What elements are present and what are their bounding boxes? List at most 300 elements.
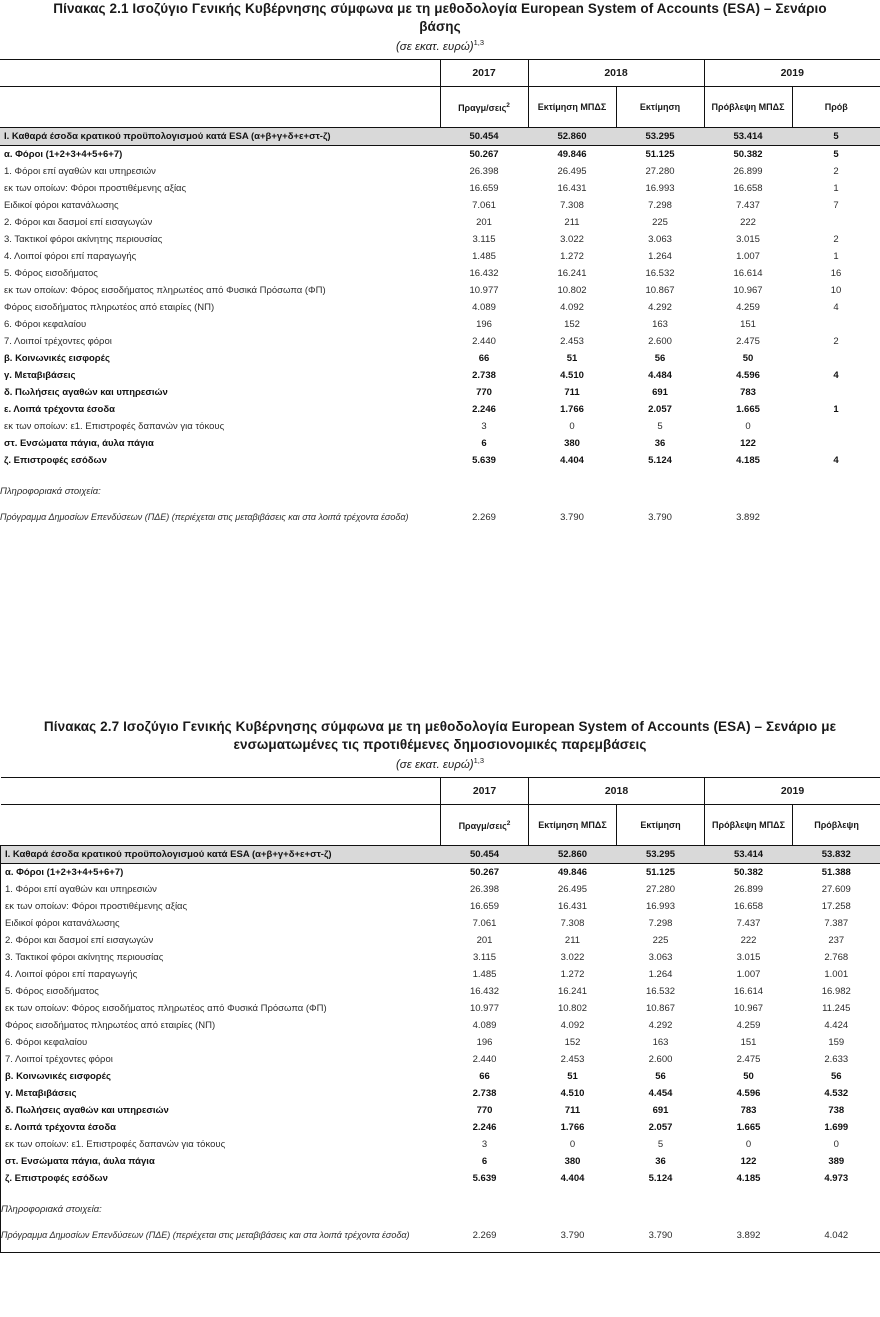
row-value: 2 xyxy=(833,166,839,178)
row-value: 7.308 xyxy=(560,918,585,930)
footnote-value: 3.790 xyxy=(648,511,672,523)
row-label: εκ των οποίων: ε1. Επιστροφές δαπανών για τόκους xyxy=(1,1136,441,1153)
row-value: 4.292 xyxy=(648,1020,673,1032)
row-value: 26.899 xyxy=(733,166,763,178)
row-value: 4.596 xyxy=(736,1088,761,1100)
table-row xyxy=(0,282,880,299)
table-block-2-7 xyxy=(0,718,880,1253)
row-value: 222 xyxy=(740,935,757,947)
table-subtitle-text: (σε εκατ. ευρώ) xyxy=(395,759,474,772)
row-value: 211 xyxy=(564,217,580,229)
row-value: 151 xyxy=(740,319,756,331)
table-row xyxy=(1,949,880,966)
row-value: 36 xyxy=(655,1156,666,1168)
row-label: ζ. Επιστροφές εσόδων xyxy=(4,455,107,467)
row-value: 0 xyxy=(569,421,575,433)
row-value: 16.241 xyxy=(557,268,587,280)
row-label: Ειδικοί φόροι κατανάλωσης xyxy=(4,200,119,212)
table-row xyxy=(0,350,880,367)
row-value: 7.437 xyxy=(736,918,761,930)
row-value: 4.292 xyxy=(648,302,672,314)
table-subtitle xyxy=(0,756,880,771)
row-value: 1.007 xyxy=(736,969,761,981)
row-label: Φόρος εισοδήματος πληρωτέος από εταιρίες (ΝΠ) xyxy=(4,302,215,314)
row-value xyxy=(792,384,880,401)
row-label: 1. Φόροι επί αγαθών και υπηρεσιών xyxy=(1,881,441,898)
row-label: α. Φόροι (1+2+3+4+5+6+7) xyxy=(1,864,441,882)
table-row xyxy=(1,1119,880,1136)
row-value: 380 xyxy=(564,1156,581,1168)
row-value: 53.295 xyxy=(616,128,704,146)
data-table xyxy=(0,777,880,1253)
row-value: 1.001 xyxy=(793,966,880,983)
header-subcorner-cell xyxy=(1,805,441,846)
row-value: 1.264 xyxy=(648,251,672,263)
table-row xyxy=(0,146,880,164)
table-row xyxy=(0,197,880,214)
row-value: 738 xyxy=(793,1102,880,1119)
row-value: 2.057 xyxy=(648,404,672,416)
row-value: 16.532 xyxy=(645,268,675,280)
row-value: 4.532 xyxy=(793,1085,880,1102)
row-value: 1 xyxy=(833,404,839,416)
row-value: 4.092 xyxy=(560,1020,585,1032)
row-value: 5 xyxy=(792,128,880,146)
row-value: 16.532 xyxy=(645,986,676,998)
footnote-value: 4.042 xyxy=(793,1218,880,1252)
header-col-actuals xyxy=(441,805,529,846)
row-value: 53.414 xyxy=(704,128,792,146)
row-label: στ. Ενσώματα πάγια, άυλα πάγια xyxy=(1,1153,441,1170)
row-value: 51.125 xyxy=(645,867,676,879)
row-value: 7.298 xyxy=(648,918,673,930)
row-value: 163 xyxy=(652,1037,669,1049)
row-value: 4 xyxy=(833,370,839,382)
row-value: 5 xyxy=(657,421,663,433)
row-value: 2.475 xyxy=(736,336,760,348)
row-value: 2.453 xyxy=(560,1054,585,1066)
row-value: 389 xyxy=(793,1153,880,1170)
table-row xyxy=(0,333,880,350)
header-col-actuals-superscript: 2 xyxy=(506,101,510,109)
row-label: β. Κοινωνικές εισφορές xyxy=(4,353,110,365)
row-value: 1.007 xyxy=(736,251,760,263)
table-row xyxy=(1,1034,880,1051)
row-value: 1.665 xyxy=(736,1122,761,1134)
header-col-actuals-superscript: 2 xyxy=(506,819,511,827)
row-value: 2.440 xyxy=(472,1054,497,1066)
header-col-estimate-mpds-2018: Εκτίμηση ΜΠΔΣ xyxy=(528,87,616,128)
footnote-heading-row xyxy=(1,1201,880,1218)
row-value: 4.424 xyxy=(793,1017,880,1034)
row-value: 16.432 xyxy=(469,268,499,280)
header-col-actuals-label: Πραγμ/σεις xyxy=(458,102,507,113)
row-value: 10 xyxy=(830,285,842,297)
table-row xyxy=(0,435,880,452)
row-value: 16 xyxy=(830,268,842,280)
row-value: 196 xyxy=(476,1037,493,1049)
row-value: 66 xyxy=(479,1071,490,1083)
row-value: 4.973 xyxy=(793,1170,880,1187)
row-value: 16.658 xyxy=(733,183,763,195)
header-corner-cell xyxy=(1,778,441,805)
table-title: Πίνακας 2.1 Ισοζύγιο Γενικής Κυβέρνησης σύμφωνα με τη μεθοδολογία European System of Accounts (ESA) – Σενάριο βάσης xyxy=(53,1,827,35)
table-row xyxy=(0,231,880,248)
row-label: εκ των οποίων: Φόροι προστιθέμενης αξίας xyxy=(4,183,187,195)
row-value: 7 xyxy=(833,200,839,212)
row-label: Ειδικοί φόροι κατανάλωσης xyxy=(1,915,441,932)
row-value: 50.382 xyxy=(733,149,763,161)
row-value: 152 xyxy=(564,1037,581,1049)
table-row xyxy=(1,1153,880,1170)
row-value: 53.414 xyxy=(705,846,793,864)
table-row xyxy=(0,367,880,384)
row-value: 4.596 xyxy=(736,370,760,382)
header-col-forecast-2019: Πρόβλεψη xyxy=(793,805,880,846)
row-value: 4.404 xyxy=(560,1173,585,1185)
row-value: 16.241 xyxy=(557,986,588,998)
row-value: 10.802 xyxy=(557,285,587,297)
row-value: 16.993 xyxy=(645,901,676,913)
row-value: 2.246 xyxy=(472,1122,497,1134)
row-value: 196 xyxy=(476,319,492,331)
table-title: Πίνακας 2.7 Ισοζύγιο Γενικής Κυβέρνησης σύμφωνα με τη μεθοδολογία European System of Accounts (ESA) – Σενάριο με ενσωματωμένες τις προτιθέμενες δημοσιονομικές παρεμβάσεις xyxy=(43,719,837,753)
row-value xyxy=(792,435,880,452)
table-subtitle xyxy=(0,38,880,53)
row-value: 0 xyxy=(569,1139,576,1151)
row-label: 3. Τακτικοί φόροι ακίνητης περιουσίας xyxy=(4,234,163,246)
row-label: εκ των οποίων: Φόροι προστιθέμενης αξίας xyxy=(1,898,441,915)
footnote-row xyxy=(0,500,880,534)
row-value: 53.832 xyxy=(793,846,880,864)
row-label: Ι. Καθαρά έσοδα κρατικού προϋπολογισμού κατά ESA (α+β+γ+δ+ε+στ-ζ) xyxy=(0,128,440,146)
row-value: 5 xyxy=(833,149,839,161)
row-label: δ. Πωλήσεις αγαθών και υπηρεσιών xyxy=(4,387,168,399)
header-col-forecast-2019: Πρόβ xyxy=(792,87,880,128)
row-value: 4.259 xyxy=(736,302,760,314)
row-value: 770 xyxy=(476,387,492,399)
row-label: 2. Φόροι και δασμοί επί εισαγωγών xyxy=(1,932,441,949)
row-value: 0 xyxy=(793,1136,880,1153)
row-label: γ. Μεταβιβάσεις xyxy=(4,370,76,382)
row-value xyxy=(792,214,880,231)
row-value: 50 xyxy=(742,353,754,365)
row-value: 50.382 xyxy=(733,867,764,879)
table-header xyxy=(1,778,880,846)
row-value: 11.245 xyxy=(793,1000,880,1017)
row-value: 3 xyxy=(481,1139,488,1151)
row-value: 4.404 xyxy=(560,455,584,467)
row-value: 222 xyxy=(740,217,756,229)
row-label: 5. Φόρος εισοδήματος xyxy=(1,983,441,1000)
row-value: 1.272 xyxy=(560,969,585,981)
footnote-value: 3.892 xyxy=(736,511,760,523)
header-row-years xyxy=(0,60,880,87)
header-col-actuals-label: Πραγμ/σεις xyxy=(458,820,507,831)
row-value: 50.454 xyxy=(440,128,528,146)
row-value: 3 xyxy=(481,421,487,433)
row-value: 16.659 xyxy=(469,901,500,913)
row-value: 50.267 xyxy=(469,867,500,879)
table-row xyxy=(1,1170,880,1187)
row-value: 10.867 xyxy=(645,1003,676,1015)
table-row xyxy=(0,180,880,197)
row-value: 1.264 xyxy=(648,969,673,981)
row-value: 159 xyxy=(793,1034,880,1051)
row-value: 1.665 xyxy=(736,404,760,416)
row-value: 51 xyxy=(566,353,578,365)
row-value: 0 xyxy=(745,421,751,433)
table-row xyxy=(0,401,880,418)
footnote-value: 3.790 xyxy=(560,511,584,523)
header-year-2017: 2017 xyxy=(440,60,528,87)
row-label: 7. Λοιποί τρέχοντες φόροι xyxy=(1,1051,441,1068)
table-row xyxy=(1,846,880,864)
row-value: 3.022 xyxy=(560,952,585,964)
table-row xyxy=(1,1000,880,1017)
row-value: 2.453 xyxy=(560,336,584,348)
row-label: 3. Τακτικοί φόροι ακίνητης περιουσίας xyxy=(1,949,441,966)
table-subtitle-text: (σε εκατ. ευρώ) xyxy=(395,41,474,54)
row-value: 3.022 xyxy=(560,234,584,246)
row-value: 56 xyxy=(654,353,666,365)
row-value: 7.061 xyxy=(472,918,497,930)
footnote-value: 2.269 xyxy=(472,511,496,523)
table-row xyxy=(0,214,880,231)
table-row xyxy=(0,384,880,401)
row-value: 2.600 xyxy=(648,336,672,348)
row-label: α. Φόροι (1+2+3+4+5+6+7) xyxy=(4,149,123,161)
header-row-subcolumns xyxy=(1,805,880,846)
row-value xyxy=(792,316,880,333)
footnote-value: 3.790 xyxy=(648,1229,673,1241)
row-value: 27.609 xyxy=(793,881,880,898)
table-row xyxy=(1,983,880,1000)
table-row xyxy=(1,1136,880,1153)
row-value: 16.431 xyxy=(557,901,588,913)
footnote-value: 3.790 xyxy=(560,1229,585,1241)
table-row xyxy=(0,265,880,282)
row-value: 51.125 xyxy=(645,149,675,161)
row-value: 27.280 xyxy=(645,166,675,178)
row-value: 2 xyxy=(833,234,839,246)
row-value: 4 xyxy=(833,302,839,314)
table-row xyxy=(0,163,880,180)
row-value: 10.977 xyxy=(469,1003,500,1015)
row-value: 4.089 xyxy=(472,1020,497,1032)
row-value: 2.738 xyxy=(472,1088,497,1100)
header-year-2017: 2017 xyxy=(441,778,529,805)
row-label: εκ των οποίων: Φόρος εισοδήματος πληρωτέος από Φυσικά Πρόσωπα (ΦΠ) xyxy=(1,1000,441,1017)
row-value: 4.510 xyxy=(560,370,584,382)
row-value: 691 xyxy=(652,1105,669,1117)
row-value: 163 xyxy=(652,319,668,331)
row-value: 50 xyxy=(743,1071,754,1083)
row-value: 2.475 xyxy=(736,1054,761,1066)
row-value: 4.185 xyxy=(736,455,760,467)
header-col-estimate-2018: Εκτίμηση xyxy=(617,805,705,846)
row-value: 6 xyxy=(481,438,487,450)
row-value: 1.766 xyxy=(560,404,584,416)
footnote-row xyxy=(1,1218,880,1252)
row-label: δ. Πωλήσεις αγαθών και υπηρεσιών xyxy=(1,1102,441,1119)
table-row xyxy=(0,299,880,316)
row-value: 5 xyxy=(657,1139,664,1151)
row-value: 711 xyxy=(564,1105,581,1117)
row-value: 4.092 xyxy=(560,302,584,314)
row-value: 52.860 xyxy=(529,846,617,864)
row-value: 4.259 xyxy=(736,1020,761,1032)
row-value: 10.867 xyxy=(645,285,675,297)
row-label: 5. Φόρος εισοδήματος xyxy=(4,268,98,280)
row-value: 1.766 xyxy=(560,1122,585,1134)
row-value: 10.802 xyxy=(557,1003,588,1015)
header-row-years xyxy=(1,778,880,805)
row-value: 5.124 xyxy=(648,455,672,467)
footnote-value: 3.892 xyxy=(736,1229,761,1241)
table-row xyxy=(0,128,880,146)
row-value xyxy=(792,350,880,367)
row-value: 1 xyxy=(833,183,839,195)
row-value: 122 xyxy=(740,1156,757,1168)
row-value: 56 xyxy=(793,1068,880,1085)
row-value: 10.967 xyxy=(733,1003,764,1015)
table-body xyxy=(0,128,880,535)
row-value: 17.258 xyxy=(793,898,880,915)
row-label: ε. Λοιπά τρέχοντα έσοδα xyxy=(4,404,115,416)
table-row xyxy=(1,1017,880,1034)
row-value: 3.063 xyxy=(648,952,673,964)
table-row xyxy=(1,966,880,983)
table-row xyxy=(1,932,880,949)
row-value: 16.658 xyxy=(733,901,764,913)
row-value: 1.485 xyxy=(472,251,496,263)
row-value: 4.484 xyxy=(648,370,672,382)
header-col-actuals xyxy=(440,87,528,128)
row-value: 2.246 xyxy=(472,404,496,416)
data-table xyxy=(0,59,880,534)
table-bottom-rule xyxy=(1,1252,880,1253)
table-row xyxy=(1,864,880,882)
row-label: γ. Μεταβιβάσεις xyxy=(1,1085,441,1102)
row-value: 3.115 xyxy=(472,952,497,964)
row-value: 0 xyxy=(745,1139,752,1151)
table-subtitle-superscript: 1,3 xyxy=(473,38,485,48)
row-value: 4 xyxy=(833,455,839,467)
row-value: 783 xyxy=(740,387,756,399)
table-row xyxy=(1,1085,880,1102)
header-year-2018: 2018 xyxy=(529,778,705,805)
table-row xyxy=(1,1068,880,1085)
row-value: 5.639 xyxy=(472,455,496,467)
row-value: 4.089 xyxy=(472,302,496,314)
row-value: 4.510 xyxy=(560,1088,585,1100)
row-value: 5.639 xyxy=(472,1173,497,1185)
row-value: 16.614 xyxy=(733,986,764,998)
header-col-estimate-2018: Εκτίμηση xyxy=(616,87,704,128)
row-label: 7. Λοιποί τρέχοντες φόροι xyxy=(4,336,112,348)
row-value: 122 xyxy=(740,438,756,450)
row-value: 53.295 xyxy=(617,846,705,864)
row-value: 26.495 xyxy=(557,166,587,178)
row-value: 16.432 xyxy=(469,986,500,998)
table-block-2-1 xyxy=(0,0,880,534)
row-value: 151 xyxy=(740,1037,757,1049)
row-value: 7.308 xyxy=(560,200,584,212)
row-value: 783 xyxy=(740,1105,757,1117)
header-row-subcolumns xyxy=(0,87,880,128)
table-row xyxy=(0,418,880,435)
table-header xyxy=(0,60,880,128)
table-row xyxy=(0,316,880,333)
row-value: 237 xyxy=(793,932,880,949)
row-value: 66 xyxy=(478,353,490,365)
row-value: 3.015 xyxy=(736,234,760,246)
row-value: 2.633 xyxy=(793,1051,880,1068)
row-value: 16.431 xyxy=(557,183,587,195)
row-label: Φόρος εισοδήματος πληρωτέος από εταιρίες (ΝΠ) xyxy=(1,1017,441,1034)
row-value: 2.768 xyxy=(793,949,880,966)
footnote-text: Πρόγραμμα Δημοσίων Επενδύσεων (ΠΔΕ) (περιέχεται στις μεταβιβάσεις και στα λοιπά τρέχοντα έσοδα) xyxy=(0,511,409,522)
row-label: 6. Φόροι κεφαλαίου xyxy=(1,1034,441,1051)
row-value: 36 xyxy=(654,438,666,450)
row-label: στ. Ενσώματα πάγια, άυλα πάγια xyxy=(4,438,154,450)
table-spacer-row xyxy=(0,469,880,483)
row-value: 27.280 xyxy=(645,884,676,896)
row-value: 211 xyxy=(564,935,581,947)
row-value: 3.115 xyxy=(472,234,496,246)
row-value: 152 xyxy=(564,319,580,331)
row-value: 2.738 xyxy=(472,370,496,382)
row-value: 51 xyxy=(567,1071,578,1083)
row-value: 49.846 xyxy=(557,867,588,879)
row-value: 50.267 xyxy=(469,149,499,161)
row-value: 4.454 xyxy=(648,1088,673,1100)
row-label: ζ. Επιστροφές εσόδων xyxy=(1,1170,441,1187)
row-value: 52.860 xyxy=(528,128,616,146)
row-label: 2. Φόροι και δασμοί επί εισαγωγών xyxy=(4,217,153,229)
row-value: 26.495 xyxy=(557,884,588,896)
footnote-text: Πρόγραμμα Δημοσίων Επενδύσεων (ΠΔΕ) (περιέχεται στις μεταβιβάσεις και στα λοιπά τρέχοντα έσοδα) xyxy=(1,1218,441,1252)
row-value: 16.982 xyxy=(793,983,880,1000)
row-label: εκ των οποίων: ε1. Επιστροφές δαπανών για τόκους xyxy=(4,421,225,433)
table-row xyxy=(1,1102,880,1119)
row-value: 7.061 xyxy=(472,200,496,212)
header-col-forecast-mpds-2019: Πρόβλεψη ΜΠΔΣ xyxy=(705,805,793,846)
row-value: 691 xyxy=(652,387,668,399)
row-value: 201 xyxy=(476,935,493,947)
table-row xyxy=(0,248,880,265)
row-value: 3.063 xyxy=(648,234,672,246)
header-year-2018: 2018 xyxy=(528,60,704,87)
footnote-value: 2.269 xyxy=(472,1229,497,1241)
row-label: 4. Λοιποί φόροι επί παραγωγής xyxy=(4,251,137,263)
table-row xyxy=(1,1051,880,1068)
header-subcorner-cell xyxy=(0,87,440,128)
header-col-forecast-mpds-2019: Πρόβλεψη ΜΠΔΣ xyxy=(704,87,792,128)
row-label: εκ των οποίων: Φόρος εισοδήματος πληρωτέος από Φυσικά Πρόσωπα (ΦΠ) xyxy=(4,285,326,297)
row-value: 5.124 xyxy=(648,1173,673,1185)
row-value: 1 xyxy=(833,251,839,263)
row-value: 225 xyxy=(652,935,669,947)
row-value: 2.600 xyxy=(648,1054,673,1066)
header-corner-cell xyxy=(0,60,440,87)
row-label: 6. Φόροι κεφαλαίου xyxy=(4,319,87,331)
row-value: 16.659 xyxy=(469,183,499,195)
row-value: 10.977 xyxy=(469,285,499,297)
row-value: 1.699 xyxy=(793,1119,880,1136)
row-value: 50.454 xyxy=(441,846,529,864)
